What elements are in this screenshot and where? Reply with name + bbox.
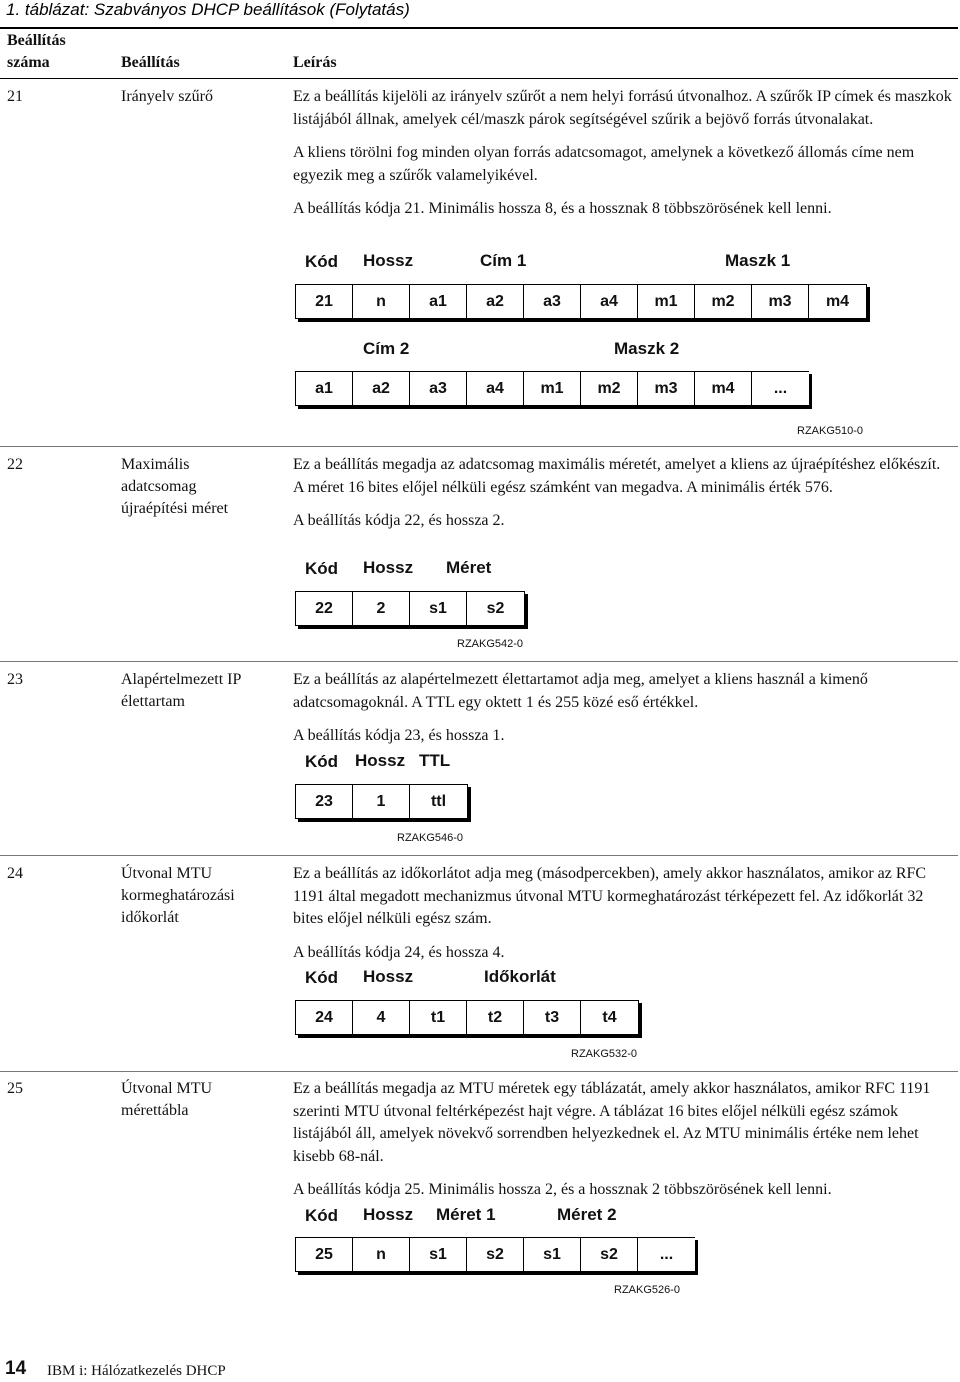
field-cell: t3 [524,1001,581,1034]
field-cell: m2 [581,372,638,405]
label-kod: Kód [305,752,339,771]
row-22-name-line: Maximális [121,456,190,473]
field-cell: s1 [410,592,467,625]
table-caption: 1. táblázat: Szabványos DHCP beállítások (Folytatás) [6,0,410,19]
row-23-name-line: élettartam [121,693,185,710]
row-21-para-1: Ez a beállítás kijelöli az irányelv szűrőt a nem helyi forrású útvonalhoz. A szűrők IP címek és maszkok listájából állnak, amelyek cél/maszk párok segítségével szűrik a bejövő forrás útvonalakat. [293,88,952,128]
label-maszk2: Maszk 2 [614,339,680,358]
field-cell: n [353,285,410,318]
row-22-para-1: Ez a beállítás megadja az adatcsomag maximális méretét, amelyet a kliens az újraépítéshez előkészít. A méret 16 bites előjel nélküli egész számként van megadva. A minimális érték 576. [293,456,941,496]
row-23-para-2: A beállítás kódja 23, és hossza 1. [293,727,505,744]
figure-ref: RZAKG546-0 [397,832,464,844]
row-25-description [293,1078,953,1213]
field-cell: s2 [467,1238,524,1271]
field-cell: a2 [353,372,410,405]
field-cell: s1 [524,1238,581,1271]
field-cell: a1 [410,285,467,318]
field-cell: t2 [467,1001,524,1034]
row-24-name-line: Útvonal MTU [121,865,213,882]
field-cell: 23 [296,785,353,818]
field-cell: m3 [752,285,809,318]
label-hossz: Hossz [363,1205,414,1224]
label-ttl: TTL [419,751,451,770]
row-divider [0,446,958,447]
row-21-field-box-1 [295,284,867,319]
row-22-field-box [295,591,525,626]
label-idokorlat: Időkorlát [484,967,556,986]
field-cell: 25 [296,1238,353,1271]
row-24-number: 24 [7,865,23,882]
row-25-number: 25 [7,1080,23,1097]
row-22-description [293,454,953,544]
field-cell: t1 [410,1001,467,1034]
row-23-number: 23 [7,671,23,688]
field-cell-ellipsis: ... [659,1246,674,1263]
header-description: Leírás [293,54,337,71]
row-25-para-2: A beállítás kódja 25. Minimális hossza 2, és a hossznak 2 többszörösének kell lenni. [293,1181,832,1198]
row-25-name-line: Útvonal MTU [121,1080,213,1097]
row-23-name-line: Alapértelmezett IP [121,671,242,688]
row-21-description [293,86,953,232]
field-cell: 24 [296,1001,353,1034]
row-21-para-3: A beállítás kódja 21. Minimális hossza 8, és a hossznak 8 többszörösének kell lenni. [293,200,832,217]
field-cell: s2 [581,1238,638,1271]
field-cell: 2 [353,592,410,625]
label-meret1: Méret 1 [436,1205,496,1224]
label-cim2: Cím 2 [363,339,410,358]
field-cell: 1 [353,785,410,818]
field-cell: m1 [524,372,581,405]
field-cell-ellipsis: ... [773,380,788,397]
field-cell: s1 [410,1238,467,1271]
row-divider [0,855,958,856]
row-23-field-box [295,784,468,819]
figure-ref: RZAKG532-0 [571,1048,638,1060]
label-hossz: Hossz [363,558,414,577]
field-cell: m4 [825,293,850,310]
label-maszk1: Maszk 1 [725,251,791,270]
row-21-number: 21 [7,88,23,105]
row-23-description [293,669,953,759]
label-kod: Kód [305,252,339,271]
row-23-name [121,669,241,713]
field-cell: a1 [296,372,353,405]
field-cell: a3 [524,285,581,318]
field-cell: 21 [296,285,353,318]
row-23-para-1: Ez a beállítás az alapértelmezett élettartamot adja meg, amelyet a kliens használ a kimenő adatcsomagoknál. A TTL egy oktett 1 és 255 közé eső értékkel. [293,671,868,711]
field-cell: m3 [638,372,695,405]
header-rule [0,78,958,79]
label-meret2: Méret 2 [557,1205,617,1224]
row-22-number: 22 [7,456,23,473]
row-divider [0,1071,958,1072]
label-hossz: Hossz [355,751,406,770]
label-hossz: Hossz [363,251,414,270]
field-cell: t4 [602,1009,617,1026]
row-24-name-line: időkorlát [121,909,179,926]
table-top-rule [0,27,958,29]
page-footer-title: IBM i: Hálózatkezelés DHCP [47,1363,226,1379]
field-cell: n [353,1238,410,1271]
row-24-para-1: Ez a beállítás az időkorlátot adja meg (másodpercekben), amely akkor használatos, amikor az RFC 1191 által megadott mechanizmus útvonal MTU kormeghatározást térképezett fel. Az időkorlát 32 bites előjel nélküli egész szám. [293,865,927,927]
label-cim1: Cím 1 [480,251,527,270]
row-22-name-line: újraépítési méret [121,500,229,517]
field-cell: m2 [695,285,752,318]
row-22-name [121,454,228,520]
label-kod: Kód [305,968,339,987]
label-kod: Kód [305,1206,339,1225]
field-cell: s2 [486,600,505,617]
row-divider [0,661,958,662]
field-cell: 22 [296,592,353,625]
row-24-name [121,863,235,929]
field-cell: a4 [581,285,638,318]
figure-ref: RZAKG526-0 [614,1284,681,1296]
field-cell: m1 [638,285,695,318]
row-24-description [293,863,953,975]
field-cell: m4 [695,372,752,405]
label-hossz: Hossz [363,967,414,986]
row-21-name: Irányelv szűrő [121,88,213,105]
header-option-number [7,30,66,74]
row-25-field-box [295,1237,695,1272]
row-25-name-line: mérettábla [121,1102,189,1119]
field-cell: 4 [353,1001,410,1034]
field-cell: a2 [467,285,524,318]
header-option: Beállítás [121,54,180,71]
row-25-name [121,1078,212,1122]
field-cell: a3 [410,372,467,405]
row-24-field-box [295,1000,639,1035]
figure-ref: RZAKG510-0 [797,425,864,437]
figure-ref: RZAKG542-0 [457,638,524,650]
row-22-para-2: A beállítás kódja 22, és hossza 2. [293,512,505,529]
row-24-para-2: A beállítás kódja 24, és hossza 4. [293,943,505,961]
field-cell: ttl [430,793,447,810]
field-cell: a4 [467,372,524,405]
row-21-field-box-2 [295,371,809,406]
page-number: 14 [5,1358,27,1379]
label-meret: Méret [446,558,492,577]
row-21-para-2: A kliens törölni fog minden olyan forrás adatcsomagot, amelynek a következő állomás címe nem egyezik meg a szűrők valamelyikével. [293,144,915,184]
label-kod: Kód [305,559,339,578]
row-22-name-line: adatcsomag [121,478,197,495]
row-25-para-1: Ez a beállítás megadja az MTU méretek egy táblázatát, amely akkor használatos, amikor RFC 1191 szerinti MTU útvonal feltérképezést hajt végre. A táblázat 16 bites előjel nélküli egész számok listájából áll, amelyek növekvő sorrendben helyezkednek el. Az MTU minimális értéke nem lehet kisebb 68-nál. [293,1080,931,1165]
row-24-name-line: kormeghatározási [121,887,235,904]
header-number-line1: Beállítás [7,32,66,49]
header-number-line2: száma [7,54,50,71]
